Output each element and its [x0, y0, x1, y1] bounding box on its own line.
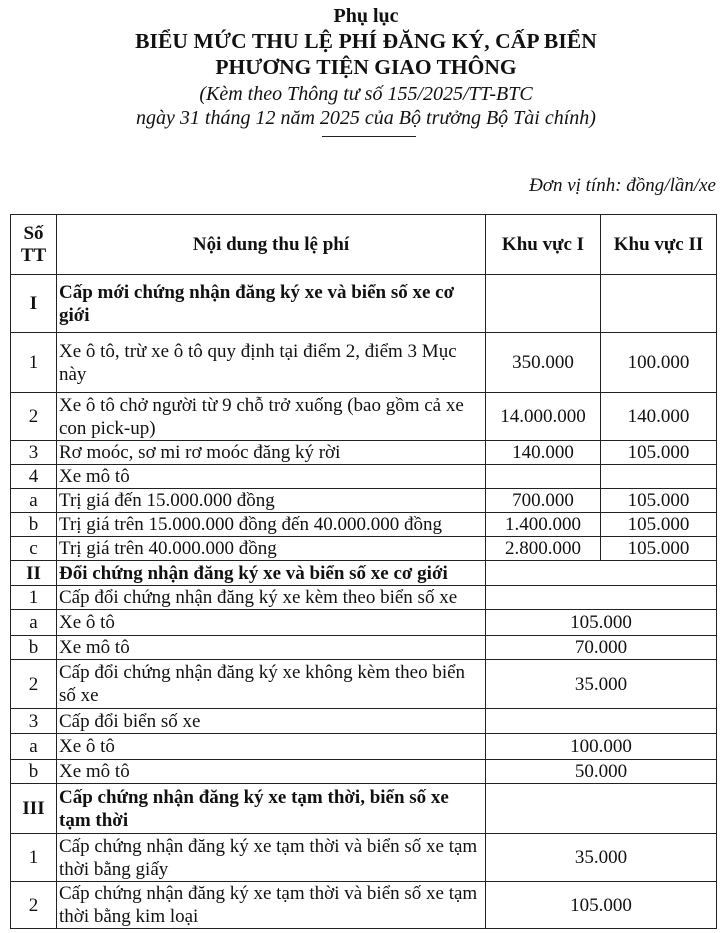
row-zone2: 105.000	[601, 489, 717, 513]
row-number: 1	[11, 586, 57, 610]
column-header-zone2: Khu vực II	[601, 215, 717, 275]
table-row	[11, 610, 717, 636]
row-fee-merged: 35.000	[486, 834, 717, 882]
table-row	[11, 537, 717, 561]
column-header-no	[11, 215, 57, 275]
appendix-label: Phụ lục	[333, 5, 399, 27]
row-zone2: 140.000	[601, 393, 717, 441]
row-zone2	[601, 275, 717, 333]
row-content: Cấp chứng nhận đăng ký xe tạm thời và biển số xe tạm thời bằng giấy	[57, 834, 486, 882]
row-content: Trị giá trên 40.000.000 đồng	[57, 537, 486, 561]
row-number: a	[11, 489, 57, 513]
row-fee-merged: 105.000	[486, 610, 717, 636]
row-zone2: 105.000	[601, 537, 717, 561]
row-fee-merged: 35.000	[486, 660, 717, 709]
table-row	[11, 834, 717, 882]
row-number: 2	[11, 882, 57, 929]
row-content: Cấp đổi biển số xe	[57, 709, 486, 734]
row-fee-merged: 105.000	[486, 882, 717, 929]
table-row	[11, 882, 717, 929]
table-row	[11, 760, 717, 784]
row-zone1	[486, 465, 601, 489]
document-title-line1: BIỂU MỨC THU LỆ PHÍ ĐĂNG KÝ, CẤP BIỂN	[135, 29, 597, 53]
row-zone2	[601, 465, 717, 489]
row-zone2: 100.000	[601, 333, 717, 393]
table-row	[11, 660, 717, 709]
table-row	[11, 734, 717, 760]
column-header-no-line1: Số	[23, 222, 44, 244]
row-content: Xe ô tô chở người từ 9 chỗ trở xuống (bao gồm cả xe con pick-up)	[57, 393, 486, 441]
row-zone1: 14.000.000	[486, 393, 601, 441]
document-title-line2: PHƯƠNG TIỆN GIAO THÔNG	[215, 55, 517, 79]
row-fee-merged: 50.000	[486, 760, 717, 784]
table-row	[11, 586, 717, 610]
row-content: Xe mô tô	[57, 636, 486, 660]
row-fee-merged: 70.000	[486, 636, 717, 660]
row-number: I	[11, 275, 57, 333]
row-content: Trị giá đến 15.000.000 đồng	[57, 489, 486, 513]
row-zone1: 1.400.000	[486, 513, 601, 537]
row-fee-merged	[486, 586, 717, 610]
row-number: 2	[11, 393, 57, 441]
column-header-content: Nội dung thu lệ phí	[57, 215, 486, 275]
table-row	[11, 513, 717, 537]
row-fee-merged	[486, 561, 717, 586]
row-content: Cấp chứng nhận đăng ký xe tạm thời và biển số xe tạm thời bằng kim loại	[57, 882, 486, 929]
row-number: III	[11, 784, 57, 834]
row-number: 3	[11, 441, 57, 465]
row-zone2: 105.000	[601, 441, 717, 465]
table-row	[11, 489, 717, 513]
row-zone1: 350.000	[486, 333, 601, 393]
title-divider	[322, 136, 416, 137]
table-row	[11, 333, 717, 393]
table-row-section	[11, 275, 717, 333]
table-row	[11, 709, 717, 734]
row-content: Rơ moóc, sơ mi rơ moóc đăng ký rời	[57, 441, 486, 465]
row-content: Xe mô tô	[57, 760, 486, 784]
table-row-section	[11, 784, 717, 834]
table-row	[11, 465, 717, 489]
row-content: Cấp chứng nhận đăng ký xe tạm thời, biển số xe tạm thời	[57, 784, 486, 834]
row-zone1	[486, 275, 601, 333]
row-content: Cấp đổi chứng nhận đăng ký xe kèm theo biển số xe	[57, 586, 486, 610]
table-row-section	[11, 561, 717, 586]
row-number: 4	[11, 465, 57, 489]
column-header-zone1: Khu vực I	[486, 215, 601, 275]
unit-note: Đơn vị tính: đồng/lần/xe	[529, 175, 716, 196]
table-header-row	[11, 215, 717, 275]
row-number: c	[11, 537, 57, 561]
row-number: a	[11, 734, 57, 760]
row-fee-merged: 100.000	[486, 734, 717, 760]
row-number: 2	[11, 660, 57, 709]
row-content: Đổi chứng nhận đăng ký xe và biển số xe cơ giới	[57, 561, 486, 586]
row-zone2: 105.000	[601, 513, 717, 537]
row-number: 1	[11, 834, 57, 882]
row-content: Cấp mới chứng nhận đăng ký xe và biển số xe cơ giới	[57, 275, 486, 333]
row-number: b	[11, 636, 57, 660]
row-number: 3	[11, 709, 57, 734]
document-subtitle-line1: (Kèm theo Thông tư số 155/2025/TT-BTC	[199, 83, 533, 105]
row-number: 1	[11, 333, 57, 393]
document-subtitle-line2: ngày 31 tháng 12 năm 2025 của Bộ trưởng Bộ Tài chính)	[136, 107, 596, 129]
row-number: b	[11, 513, 57, 537]
table-row	[11, 441, 717, 465]
row-fee-merged	[486, 784, 717, 834]
row-content: Xe ô tô	[57, 734, 486, 760]
row-number: II	[11, 561, 57, 586]
row-fee-merged	[486, 709, 717, 734]
row-zone1: 2.800.000	[486, 537, 601, 561]
row-number: b	[11, 760, 57, 784]
column-header-no-line2: TT	[20, 244, 47, 266]
row-zone1: 700.000	[486, 489, 601, 513]
fee-table	[10, 214, 717, 929]
table-row	[11, 636, 717, 660]
row-content: Cấp đổi chứng nhận đăng ký xe không kèm theo biển số xe	[57, 660, 486, 709]
row-number: a	[11, 610, 57, 636]
row-content: Xe ô tô	[57, 610, 486, 636]
row-content: Xe ô tô, trừ xe ô tô quy định tại điểm 2, điểm 3 Mục này	[57, 333, 486, 393]
row-content: Xe mô tô	[57, 465, 486, 489]
row-zone1: 140.000	[486, 441, 601, 465]
table-row	[11, 393, 717, 441]
row-content: Trị giá trên 15.000.000 đồng đến 40.000.000 đồng	[57, 513, 486, 537]
